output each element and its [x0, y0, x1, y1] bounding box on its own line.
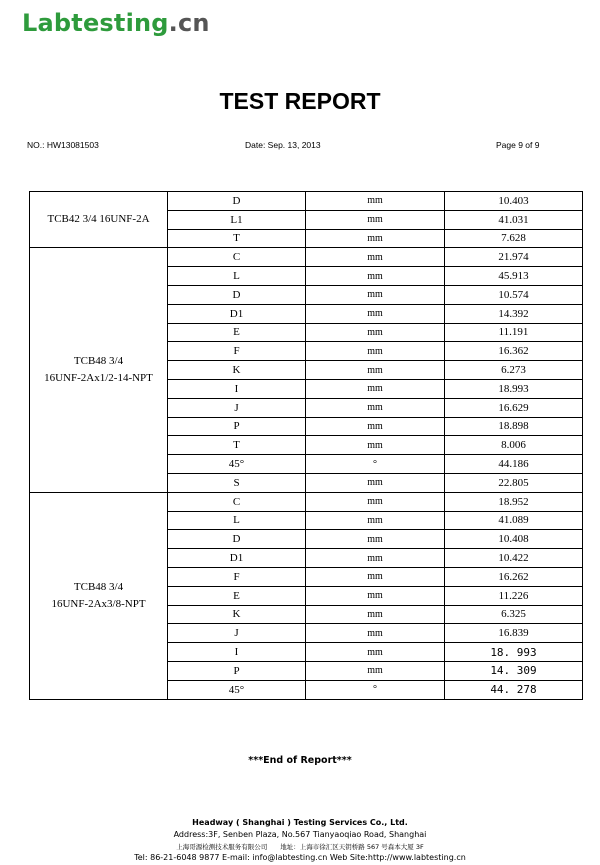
logo-main-text: Labtesting: [22, 9, 169, 37]
parameter-cell: T: [168, 436, 306, 455]
parameter-cell: F: [168, 342, 306, 361]
value-cell: 41.031: [445, 210, 583, 229]
model-name-cell: TCB42 3/4 16UNF-2A: [30, 192, 168, 248]
unit-cell: mm: [306, 567, 445, 586]
table-row: [30, 492, 583, 511]
parameter-cell: C: [168, 492, 306, 511]
value-cell: 11.226: [445, 586, 583, 605]
parameter-cell: I: [168, 643, 306, 662]
parameter-cell: D: [168, 285, 306, 304]
value-cell: 45.913: [445, 267, 583, 286]
value-cell: 14.392: [445, 304, 583, 323]
parameter-cell: P: [168, 661, 306, 680]
footer-address-chinese: 上海哥源检测技术服务有限公司 地址：上海市徐汇区天钥桥路 567 号森本大厦 3F: [176, 843, 424, 851]
parameter-cell: C: [168, 248, 306, 267]
parameter-cell: P: [168, 417, 306, 436]
footer-contact: Tel: 86-21-6048 9877 E-mail: info@labtesting.cn Web Site:http://www.labtesting.cn: [134, 853, 466, 862]
value-cell: 10.422: [445, 549, 583, 568]
report-date: Date: Sep. 13, 2013: [245, 140, 321, 150]
unit-cell: mm: [306, 530, 445, 549]
unit-cell: mm: [306, 285, 445, 304]
unit-cell: mm: [306, 624, 445, 643]
unit-cell: mm: [306, 661, 445, 680]
unit-cell: mm: [306, 417, 445, 436]
page-number: Page 9 of 9: [496, 140, 540, 150]
logo-domain-suffix: .cn: [168, 9, 210, 37]
value-cell: 14. 309: [445, 661, 583, 680]
value-cell: 10.574: [445, 285, 583, 304]
model-name-cell: TCB48 3/4 16UNF-2Ax1/2-14-NPT: [30, 248, 168, 492]
unit-cell: mm: [306, 267, 445, 286]
parameter-cell: T: [168, 229, 306, 248]
report-title: TEST REPORT: [219, 88, 381, 114]
parameter-cell: J: [168, 398, 306, 417]
unit-cell: mm: [306, 605, 445, 624]
parameter-cell: I: [168, 379, 306, 398]
company-logo: [22, 9, 210, 37]
unit-cell: mm: [306, 342, 445, 361]
parameter-cell: D1: [168, 549, 306, 568]
value-cell: 44. 278: [445, 680, 583, 699]
unit-cell: mm: [306, 586, 445, 605]
unit-cell: °: [306, 455, 445, 474]
value-cell: 44.186: [445, 455, 583, 474]
value-cell: 18. 993: [445, 643, 583, 662]
value-cell: 16.262: [445, 567, 583, 586]
unit-cell: mm: [306, 361, 445, 380]
unit-cell: mm: [306, 229, 445, 248]
unit-cell: °: [306, 680, 445, 699]
parameter-cell: L: [168, 267, 306, 286]
value-cell: 22.805: [445, 473, 583, 492]
measurement-table: [29, 191, 583, 700]
parameter-cell: D: [168, 192, 306, 211]
value-cell: 18.898: [445, 417, 583, 436]
value-cell: 11.191: [445, 323, 583, 342]
value-cell: 21.974: [445, 248, 583, 267]
value-cell: 16.839: [445, 624, 583, 643]
parameter-cell: 45°: [168, 455, 306, 474]
unit-cell: mm: [306, 436, 445, 455]
value-cell: 6.325: [445, 605, 583, 624]
value-cell: 16.629: [445, 398, 583, 417]
parameter-cell: E: [168, 323, 306, 342]
parameter-cell: F: [168, 567, 306, 586]
parameter-cell: E: [168, 586, 306, 605]
value-cell: 41.089: [445, 511, 583, 530]
parameter-cell: K: [168, 361, 306, 380]
report-number: NO.: HW13081503: [27, 140, 99, 150]
unit-cell: mm: [306, 398, 445, 417]
model-name-cell: TCB48 3/4 16UNF-2Ax3/8-NPT: [30, 492, 168, 699]
table-row: [30, 248, 583, 267]
footer-company: Headway ( Shanghai ) Testing Services Co., Ltd.: [192, 818, 408, 827]
unit-cell: mm: [306, 492, 445, 511]
unit-cell: mm: [306, 304, 445, 323]
unit-cell: mm: [306, 643, 445, 662]
unit-cell: mm: [306, 192, 445, 211]
footer-address: Address:3F, Senben Plaza, No.567 Tianyaoqiao Road, Shanghai: [173, 830, 427, 839]
unit-cell: mm: [306, 323, 445, 342]
value-cell: 16.362: [445, 342, 583, 361]
table-row: [30, 192, 583, 211]
unit-cell: mm: [306, 549, 445, 568]
unit-cell: mm: [306, 248, 445, 267]
end-of-report: ***End of Report***: [248, 755, 352, 766]
value-cell: 8.006: [445, 436, 583, 455]
value-cell: 10.403: [445, 192, 583, 211]
unit-cell: mm: [306, 511, 445, 530]
parameter-cell: L1: [168, 210, 306, 229]
value-cell: 18.993: [445, 379, 583, 398]
unit-cell: mm: [306, 379, 445, 398]
parameter-cell: D: [168, 530, 306, 549]
parameter-cell: K: [168, 605, 306, 624]
parameter-cell: 45°: [168, 680, 306, 699]
value-cell: 18.952: [445, 492, 583, 511]
parameter-cell: S: [168, 473, 306, 492]
unit-cell: mm: [306, 210, 445, 229]
parameter-cell: L: [168, 511, 306, 530]
measurement-table-body: [30, 192, 583, 700]
value-cell: 7.628: [445, 229, 583, 248]
parameter-cell: D1: [168, 304, 306, 323]
parameter-cell: J: [168, 624, 306, 643]
unit-cell: mm: [306, 473, 445, 492]
value-cell: 10.408: [445, 530, 583, 549]
value-cell: 6.273: [445, 361, 583, 380]
